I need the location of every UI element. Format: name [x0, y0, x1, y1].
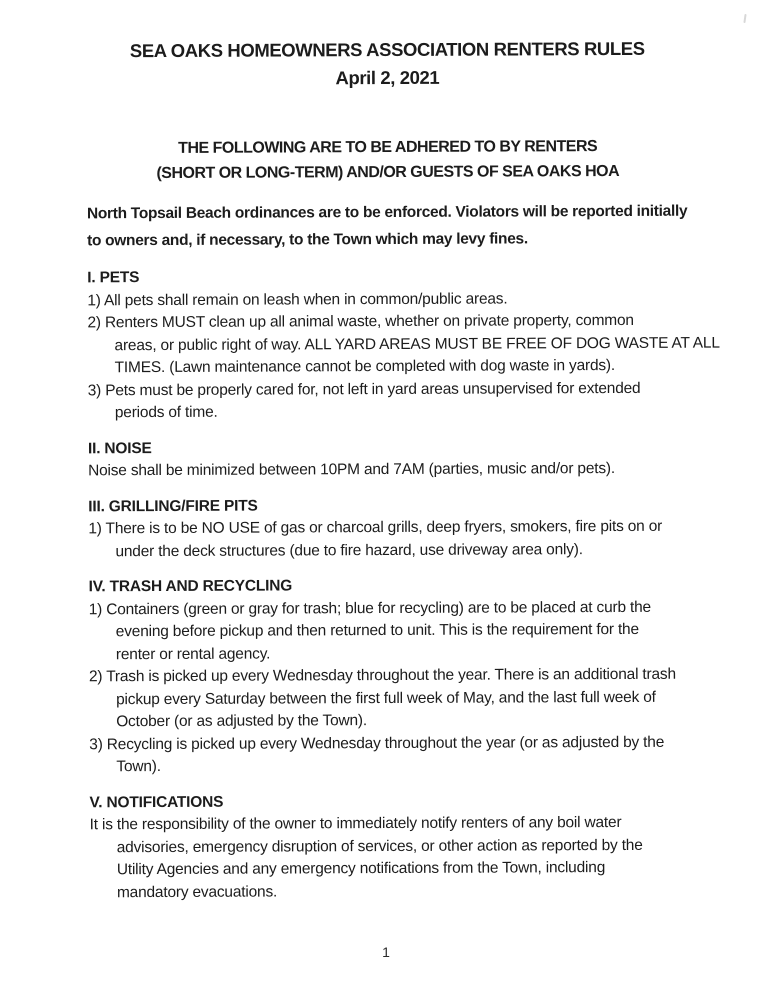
rules-section — [89, 574, 692, 779]
rule-line: It is the responsibility of the owner to immediately notify renters of any boil water — [89, 813, 622, 834]
document-title-line1: SEA OAKS HOMEOWNERS ASSOCIATION RENTERS RULES — [129, 37, 645, 62]
document-content — [86, 0, 720, 904]
section-heading: II. NOISE — [87, 439, 152, 457]
intro-line: to owners and, if necessary, to the Town which may levy fines. — [87, 230, 528, 250]
rule-line: TIMES. (Lawn maintenance cannot be completed with dog waste in yards). — [114, 357, 616, 377]
rule-line: 1) All pets shall remain on leash when in common/public areas. — [87, 289, 508, 309]
rule-line: renter or rental agency. — [115, 645, 271, 663]
rule-line: periods of time. — [114, 403, 218, 422]
rule-line: 3) Pets must be properly cared for, not left in yard areas unsupervised for extended — [87, 379, 641, 399]
rule-line: evening before pickup and then returned to unit. This is the requirement for the — [115, 620, 639, 641]
rule-line: areas, or public right of way. ALL YARD AREAS MUST BE FREE OF DOG WASTE AT ALL — [114, 334, 720, 354]
rules-section — [88, 493, 690, 563]
scan-artifact — [743, 14, 746, 23]
rules-section — [87, 265, 720, 425]
rule-line: mandatory evacuations. — [116, 882, 278, 901]
rule-line: 3) Recycling is picked up every Wednesday throughout the year (or as adjusted by the — [89, 733, 665, 753]
rule-line: 1) There is to be NO USE of gas or charcoal grills, deep fryers, smokers, fire pits on or — [88, 517, 663, 538]
rule-line: 2) Renters MUST clean up all animal waste, whether on private property, common — [87, 311, 634, 332]
rules-section — [88, 435, 690, 483]
rule-line: advisories, emergency disruption of services, or other action as reported by the — [116, 836, 643, 856]
rule-line: 2) Trash is picked up every Wednesday throughout the year. There is an additional trash — [88, 665, 676, 686]
intro-line: North Topsail Beach ordinances are to be enforced. Violators will be reported initially — [86, 202, 688, 223]
rule-line: pickup every Saturday between the first full week of May, and the last full week of — [116, 688, 656, 708]
document-date: April 2, 2021 — [335, 66, 440, 89]
document-subheading-line1: THE FOLLOWING ARE TO BE ADHERED TO BY RENTERS — [178, 138, 598, 157]
sections-container — [87, 265, 720, 905]
rule-line: Utility Agencies and any emergency notifications from the Town, including — [116, 859, 606, 879]
intro-paragraph — [87, 198, 689, 255]
rule-line: Noise shall be minimized between 10PM and 7AM (parties, music and/or pets). — [88, 460, 616, 480]
section-heading: I. PETS — [87, 269, 140, 287]
document-title — [86, 35, 688, 94]
section-heading: III. GRILLING/FIRE PITS — [88, 497, 258, 515]
rule-line: Town). — [116, 757, 161, 776]
page-number: 1 — [382, 944, 390, 960]
section-heading: IV. TRASH AND RECYCLING — [88, 577, 293, 596]
section-heading: V. NOTIFICATIONS — [89, 793, 224, 811]
rule-line: under the deck structures (due to fire hazard, use driveway area only). — [115, 540, 583, 560]
rule-line: October (or as adjusted by the Town). — [116, 712, 367, 731]
rules-section — [89, 789, 691, 904]
document-subheading — [87, 134, 689, 187]
rule-line: 1) Containers (green or gray for trash; blue for recycling) are to be placed at curb the — [88, 598, 651, 618]
document-subheading-line2: (SHORT OR LONG-TERM) AND/OR GUESTS OF SEA OAKS HOA — [156, 162, 620, 183]
